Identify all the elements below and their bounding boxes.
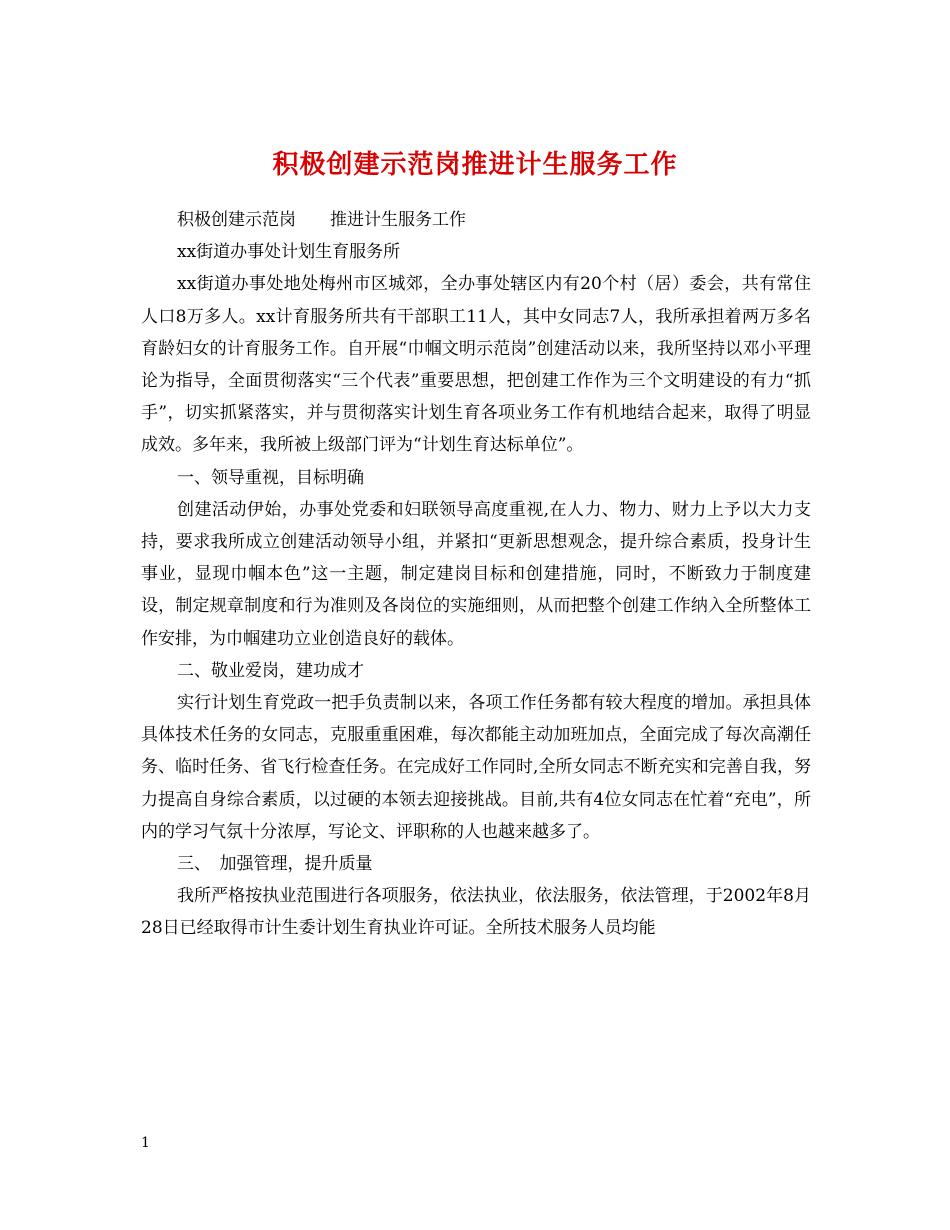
page-number: 1 [141,1135,150,1151]
document-title: 积极创建示范岗推进计生服务工作 [272,150,678,181]
document-body [141,204,811,945]
section-3-paragraph: 我所严格按执业范围进行各项服务，依法执业，依法服务，依法管理，于2002年8月28日已经取得市计生委计划生育执业许可证。全所技术服务人员均能 [141,886,811,939]
section-heading-3: 三、 加强管理，提升质量 [177,854,373,875]
subtitle-line: 积极创建示范岗 推进计生服务工作 [177,210,466,230]
section-2-paragraph: 实行计划生育党政一把手负责制以来，各项工作任务都有较大程度的增加。承担具体具体技术任务的女同志，克服重重困难，每次都能主动加班加点，全面完成了每次高潮任务、临时任务、省飞行检查任务。在完成好工作同时,全所女同志不断充实和完善自我，努力提高自身综合素质，以过硬的本领去迎接挑战。目前,共有4位女同志在忙着“充电”，所内的学习气氛十分浓厚，写论文、评职称的人也越来越多了。 [141,693,811,842]
organization-line: xx街道办事处计划生育服务所 [177,242,401,263]
intro-paragraph: xx街道办事处地处梅州市区城郊，全办事处辖区内有20个村（居）委会，共有常住人口8万多人。xx计育服务所共有干部职工11人，其中女同志7人，我所承担着两万多名育龄妇女的计育服务工作。自开展“巾帼文明示范岗”创建活动以来，我所坚持以邓小平理论为指导，全面贯彻落实“三个代表”重要思想，把创建工作作为三个文明建设的有力“抓手”，切实抓紧落实，并与贯彻落实计划生育各项业务工作有机地结合起来，取得了明显成效。多年来，我所被上级部门评为“计划生育达标单位”。 [141,274,811,456]
section-heading-1: 一、领导重视，目标明确 [177,467,364,488]
section-heading-2: 二、敬业爱岗，建功成才 [177,660,364,681]
section-1-paragraph: 创建活动伊始，办事处党委和妇联领导高度重视,在人力、物力、财力上予以大力支持，要求我所成立创建活动领导小组，并紧扣“更新思想观念，提升综合素质，投身计生事业，显现巾帼本色”这一主题，制定建岗目标和创建措施，同时，不断致力于制度建设，制定规章制度和行为准则及各岗位的实施细则，从而把整个创建工作纳入全所整体工作安排，为巾帼建功立业创造良好的载体。 [141,499,811,649]
